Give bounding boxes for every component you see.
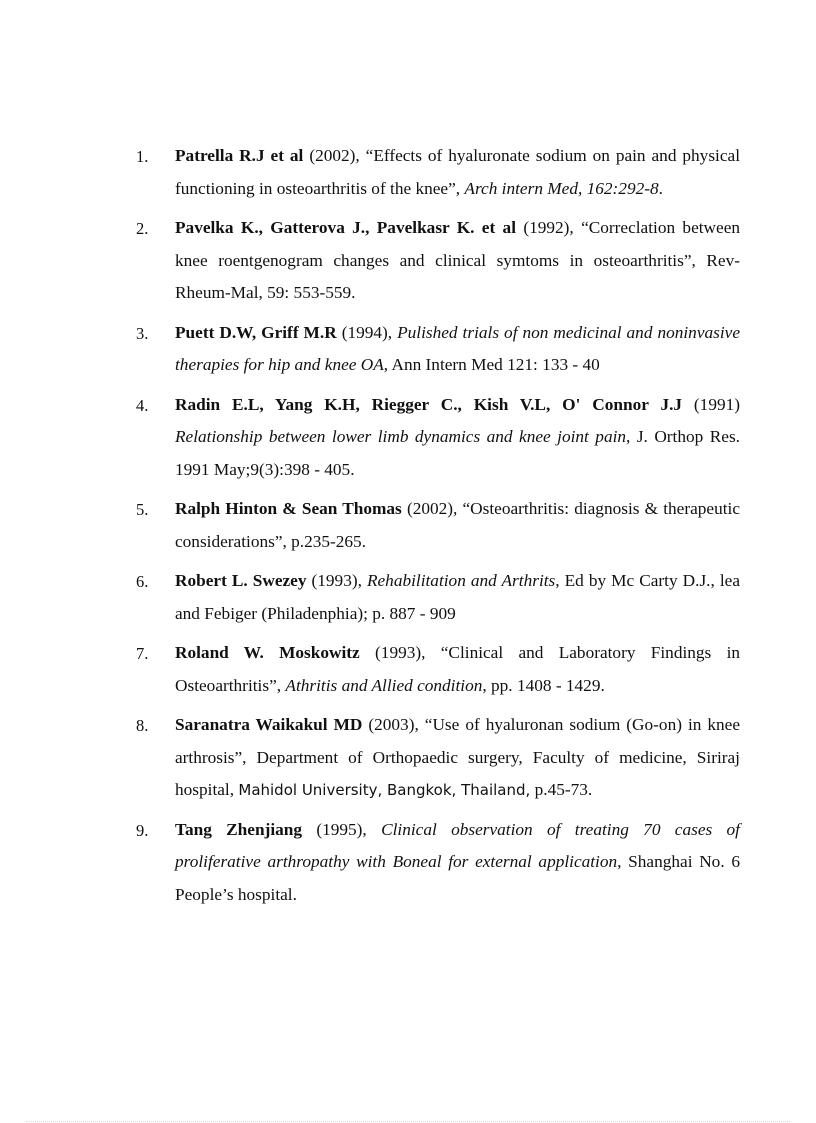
reference-item	[136, 637, 740, 702]
reference-year: (2003),	[368, 715, 419, 734]
reference-item	[136, 814, 740, 912]
reference-author: Ralph Hinton & Sean Thomas	[175, 499, 402, 518]
reference-year: (1993),	[311, 571, 362, 590]
reference-number: 7 .	[136, 638, 166, 671]
reference-number: 8 .	[136, 710, 166, 743]
reference-year: (2002),	[406, 499, 458, 518]
reference-author: Robert L. Swezey	[175, 571, 307, 590]
reference-item	[136, 389, 740, 487]
reference-title: “Correclation between knee roentgenogram changes and clinical symtoms in osteoarthritis”, Rev-Rheum-Mal, 59: 553-559.	[175, 218, 741, 302]
reference-number: 4 .	[136, 390, 166, 423]
page-bottom-rule	[26, 1121, 790, 1122]
reference-number: 9 .	[136, 815, 166, 848]
reference-author: Roland W. Moskowitz	[175, 643, 360, 662]
reference-year: (1991)	[693, 394, 740, 414]
reference-number: 3 .	[136, 318, 166, 351]
reference-year: (1992),	[523, 218, 574, 237]
reference-item	[136, 565, 740, 630]
reference-number: 5 .	[136, 494, 166, 527]
reference-item	[136, 140, 740, 205]
reference-author: Pavelka K., Gatterova J., Pavelkasr K. et al	[175, 218, 516, 237]
reference-number: 2 .	[136, 213, 166, 246]
reference-item	[136, 317, 740, 382]
reference-item	[136, 493, 740, 558]
reference-tail: .	[658, 178, 663, 198]
reference-title: Clinical observation of treating 70 cases of proliferative arthropathy with Boneal for external application	[175, 819, 740, 871]
reference-tail: , Ann Intern Med 121: 133 - 40	[383, 355, 600, 374]
reference-author: Patrella R.J et al	[175, 146, 304, 165]
reference-year: (1993),	[375, 643, 426, 662]
reference-affiliation: Mahidol University, Bangkok, Thailand,	[238, 781, 531, 799]
reference-list	[136, 140, 740, 918]
reference-author: Tang Zhenjiang	[175, 819, 303, 839]
reference-journal: Athritis and Allied condition	[285, 675, 483, 695]
reference-tail: , Ed by Mc Carty D.J., lea and Febiger (Philadenphia); p. 887 - 909	[175, 571, 740, 623]
reference-number: 6 .	[136, 566, 166, 599]
reference-title: Pulished trials of non medicinal and noninvasive therapies for hip and knee OA	[175, 322, 740, 374]
reference-tail: , pp. 1408 - 1429.	[482, 675, 605, 695]
reference-item	[136, 212, 740, 310]
reference-tail: , Shanghai No. 6 People’s hospital.	[175, 852, 740, 904]
reference-journal: Arch intern Med, 162:292-8	[464, 178, 659, 198]
reference-year: (1994),	[341, 322, 393, 342]
reference-item	[136, 709, 740, 807]
reference-number: 1 .	[136, 141, 166, 174]
reference-year: (1995),	[316, 819, 367, 839]
reference-title: Relationship between lower limb dynamics and knee joint pain	[175, 427, 627, 446]
reference-title: “Effects of hyaluronate sodium on pain and physical functioning in osteoarthritis of the knee”,	[175, 146, 740, 198]
reference-author: Radin E.L, Yang K.H, Riegger C., Kish V.L, O' Connor J.J	[175, 394, 683, 414]
reference-tail: , J. Orthop Res. 1991 May;9(3):398 - 405.	[175, 427, 740, 479]
reference-year: (2002),	[309, 146, 360, 165]
reference-author: Puett D.W, Griff M.R	[175, 322, 337, 342]
reference-title: Rehabilitation and Arthrits	[366, 571, 556, 590]
reference-author: Saranatra Waikakul MD	[175, 715, 363, 734]
reference-title: “Use of hyaluronan sodium (Go-on) in knee arthrosis”, Department of Orthopaedic surgery, Faculty of medicine, Siriraj hospital,	[175, 715, 740, 799]
reference-tail: p.45-73.	[534, 780, 593, 799]
reference-title: “Clinical and Laboratory Findings in Osteoarthritis”,	[175, 643, 741, 695]
reference-title: “Osteoarthritis: diagnosis & therapeutic considerations”, p.235-265.	[175, 499, 740, 551]
